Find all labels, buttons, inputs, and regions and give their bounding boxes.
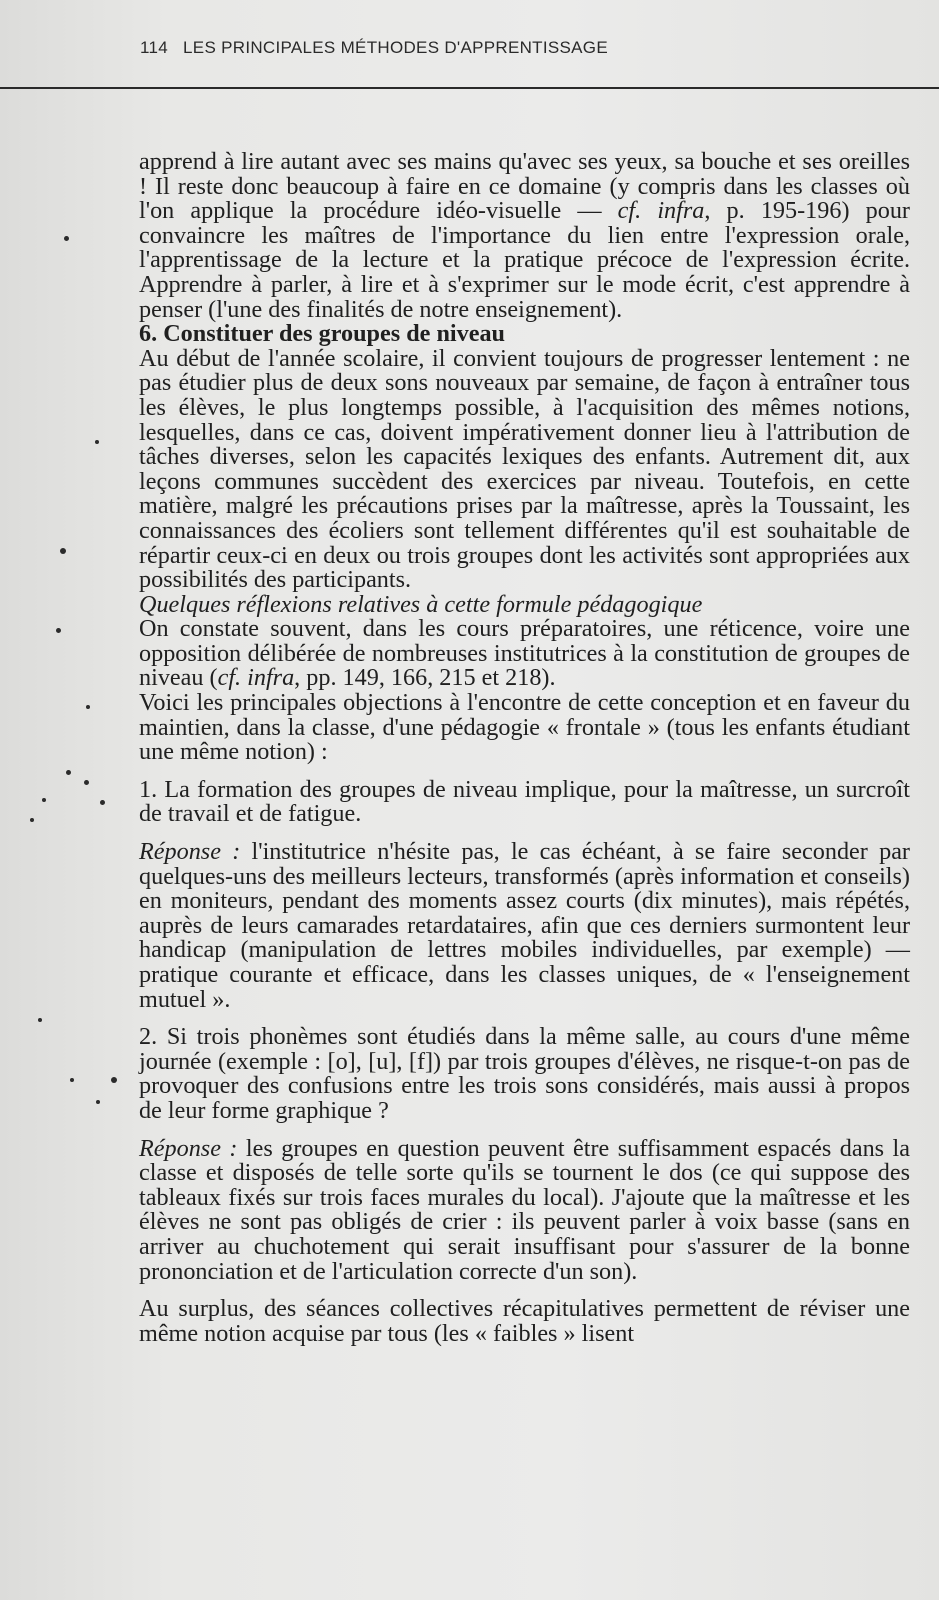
scan-speck: [64, 236, 69, 241]
header-rule: [0, 87, 939, 89]
reflexions-paragraph-2: Voici les principales objections à l'encontre de cette conception et en faveur du maintien, dans la classe, d'une pédagogie « frontale » (tous les enfants étudiant une même notion) :: [139, 689, 910, 766]
section-heading: 6. Constituer des groupes de niveau: [139, 320, 505, 348]
objection-2-answer: [139, 1134, 910, 1285]
scan-speck: [38, 1018, 42, 1022]
objection-2-extra: Au surplus, des séances collectives récapitulatives permettent de réviser une même notion acquise par tous (les « faibles » lisent: [139, 1295, 910, 1347]
running-title: LES PRINCIPALES MÉTHODES D'APPRENTISSAGE: [183, 38, 608, 57]
reflexions-paragraph-1: [139, 617, 910, 691]
scan-speck: [100, 800, 105, 805]
running-head: [140, 38, 608, 58]
objection-2-question: 2. Si trois phonèmes sont étudiés dans la même salle, au cours d'une même journée (exemple : [o], [u], [f]) par trois groupes d'élèves, ne risque-t-on pas de provoquer des confusions entre les trois sons considérés, mais aussi à propos de leur forme graphique ?: [139, 1023, 910, 1124]
reflexions-text-end: , pp. 149, 166, 215 et 218).: [294, 664, 556, 692]
intro-cf-reference: cf. infra: [617, 197, 705, 225]
scan-speck: [42, 798, 46, 802]
scan-speck: [66, 770, 71, 775]
section-paragraph: Au début de l'année scolaire, il convient toujours de progresser lentement : ne pas étudier plus de deux sons nouveaux par semaine, de façon à entraîner tous les élèves, le plus longtemps possible, à l'acquisition des mêmes notions, lesquelles, dans ce cas, doivent impérativement donner lieu à l'attribution de tâches diverses, selon les capacités lexiques des enfants. Autrement dit, aux leçons communes succèdent des exercices par niveau. Toutefois, en cette matière, malgré les précautions prises par la maîtresse, après la Toussaint, les connaissances des écoliers sont tellement différentes qu'il est souhaitable de répartir ceux-ci en deux ou trois groupes dont les activités sont appropriées aux possibilités des participants.: [139, 344, 910, 594]
answer-text: les groupes en question peuvent être suffisamment espacés dans la classe et disposés de telle sorte qu'ils se tournent le dos (ce qui suppose des tableaux fixés sur trois faces murales du local). J'ajoute que la maîtresse et les élèves ne sont pas obligés de crier : ils peuvent parler à voix basse (sans en arriver au chuchotement qui serait insuffisant pour s'assurer de la bonne prononciation et de l'articulation correcte d'un son).: [139, 1134, 910, 1285]
answer-text: l'institutrice n'hésite pas, le cas échéant, à se faire seconder par quelques-uns des meilleurs lecteurs, transformés (après information et conseils) en moniteurs, pendant des moments assez courts (dix minutes), mais répétés, auprès de leurs camarades retardataires, afin que ces derniers surmontent leur handicap (manipulation de lettres mobiles individuelles, par exemple) — pratique courante et efficace, dans les classes uniques, de « l'enseignement mutuel ».: [139, 838, 910, 1013]
intro-text: apprend à lire autant avec ses mains qu'avec ses yeux, sa bouche et ses oreilles ! Il reste donc beaucoup à faire en ce domaine (y compris dans les classes où l'on applique la procédure idéo-visuelle —: [139, 148, 910, 225]
scan-speck: [84, 780, 89, 785]
answer-label: Réponse :: [139, 1134, 238, 1162]
body-text: [139, 150, 910, 1346]
scan-speck: [70, 1078, 74, 1082]
page-number: 114: [140, 38, 169, 57]
scan-speck: [86, 705, 90, 709]
intro-text-end: , p. 195-196) pour convaincre les maîtres de l'importance du lien entre l'expression orale, l'apprentissage de la lecture et la pratique précoce de l'expression écrite. Apprendre à parler, à lire et à s'exprimer sur le mode écrit, c'est apprendre à penser (l'une des finalités de notre enseignement).: [139, 197, 910, 323]
reflexions-subheading: Quelques réflexions relatives à cette formule pédagogique: [139, 590, 703, 618]
scan-speck: [95, 440, 99, 444]
scan-speck: [60, 548, 66, 554]
scan-speck: [56, 628, 61, 633]
objection-1-question: 1. La formation des groupes de niveau implique, pour la maîtresse, un surcroît de travail et de fatigue.: [139, 775, 910, 828]
scan-speck: [30, 818, 34, 822]
reflexions-text: On constate souvent, dans les cours préparatoires, une réticence, voire une opposition délibérée de nombreuses institutrices à la constitution de groupes de niveau (: [139, 615, 910, 692]
scan-speck: [111, 1077, 117, 1083]
reflexions-cf-reference: cf. infra: [217, 664, 295, 692]
intro-paragraph: [139, 150, 910, 322]
scan-speck: [96, 1100, 100, 1104]
answer-label: Réponse :: [139, 838, 241, 866]
objection-1-answer: [139, 840, 910, 1012]
